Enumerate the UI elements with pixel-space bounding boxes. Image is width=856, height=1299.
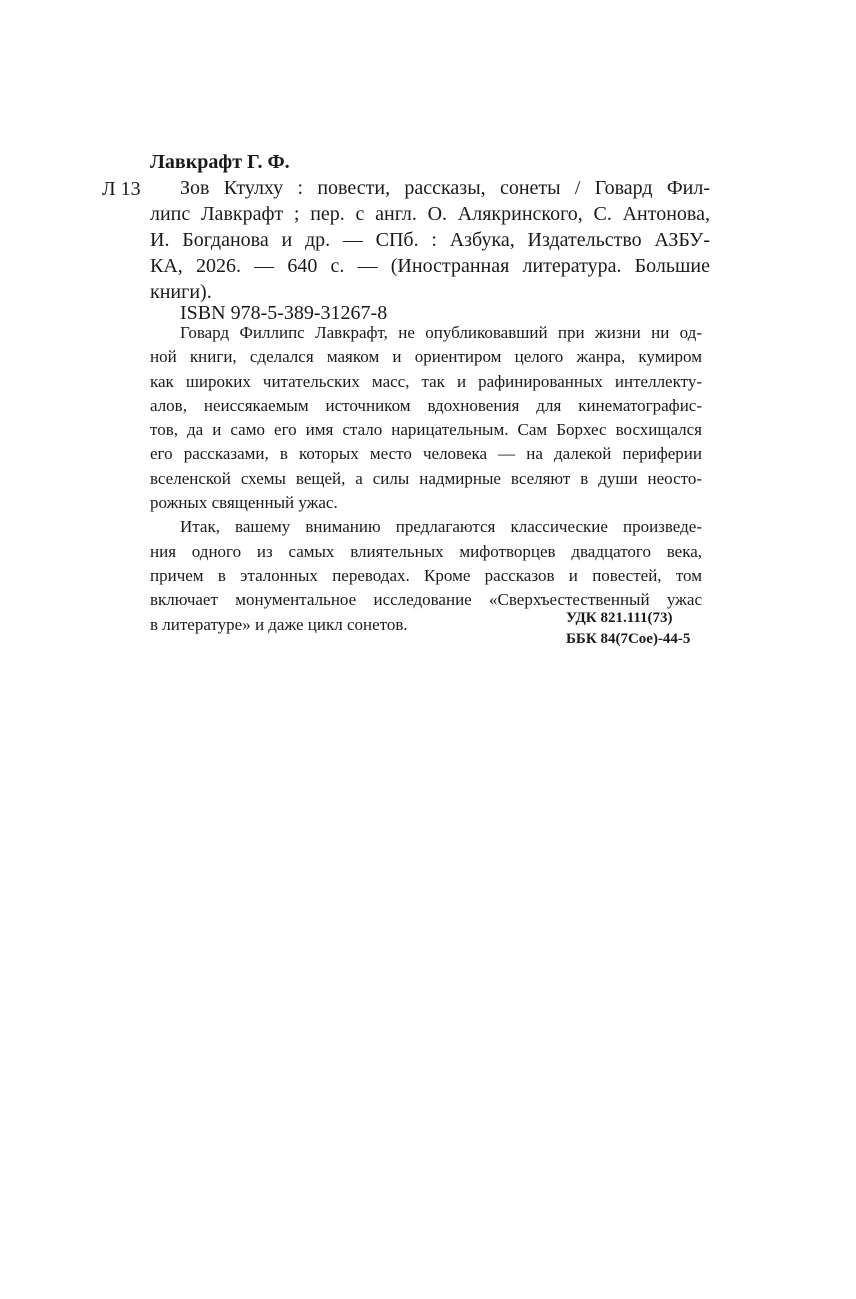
annotation-line: тов, да и само его имя стало нарицательным. Сам Борхес восхищался xyxy=(150,420,702,440)
annotation-line: вселенской схемы вещей, а силы надмирные вселяют в души неосто- xyxy=(150,468,702,488)
annotation-line: Говард Филлипс Лавкрафт, не опубликовавший при жизни ни од- xyxy=(180,323,702,342)
udk-index: УДК 821.111(73) xyxy=(566,610,673,626)
bbk-index: ББК 84(7Сое)-44-5 xyxy=(566,631,691,647)
annotation-line: как широких читательских масс, так и рафинированных интеллекту- xyxy=(150,371,702,391)
isbn: ISBN 978-5-389-31267-8 xyxy=(180,302,388,324)
classification-indices xyxy=(566,608,690,650)
annotation-line: Итак, вашему вниманию предлагаются классические произведе- xyxy=(180,517,702,537)
classification-code: Л 13 xyxy=(102,178,141,200)
annotation-line: его рассказами, в которых место человека — на далекой периферии xyxy=(150,444,702,464)
bibliographic-line: Зов Ктулху : повести, рассказы, сонеты / Говард Фил- xyxy=(180,177,710,199)
bibliographic-line: КА, 2026. — 640 с. — (Иностранная литература. Большие xyxy=(150,255,710,277)
author-heading: Лавкрафт Г. Ф. xyxy=(150,151,290,173)
annotation-line: причем в эталонных переводах. Кроме рассказов и повестей, том xyxy=(150,565,702,585)
bibliographic-line: книги). xyxy=(150,281,212,303)
bibliographic-description xyxy=(150,175,710,305)
bibliographic-line: И. Богданова и др. — СПб. : Азбука, Издательство АЗБУ- xyxy=(150,229,710,251)
annotation-line: в литературе» и даже цикл сонетов. xyxy=(150,614,408,634)
annotation xyxy=(150,321,702,637)
annotation-line: алов, неиссякаемым источником вдохновения для кинематографис- xyxy=(150,395,702,415)
bibliographic-line: липс Лавкрафт ; пер. с англ. О. Алякринского, С. Антонова, xyxy=(150,203,710,225)
annotation-line: рожных священный ужас. xyxy=(150,493,338,513)
annotation-line: включает монументальное исследование «Сверхъестественный ужас xyxy=(150,590,702,610)
annotation-line: ной книги, сделался маяком и ориентиром целого жанра, кумиром xyxy=(150,347,702,367)
annotation-line: ния одного из самых влиятельных мифотворцев двадцатого века, xyxy=(150,541,702,561)
